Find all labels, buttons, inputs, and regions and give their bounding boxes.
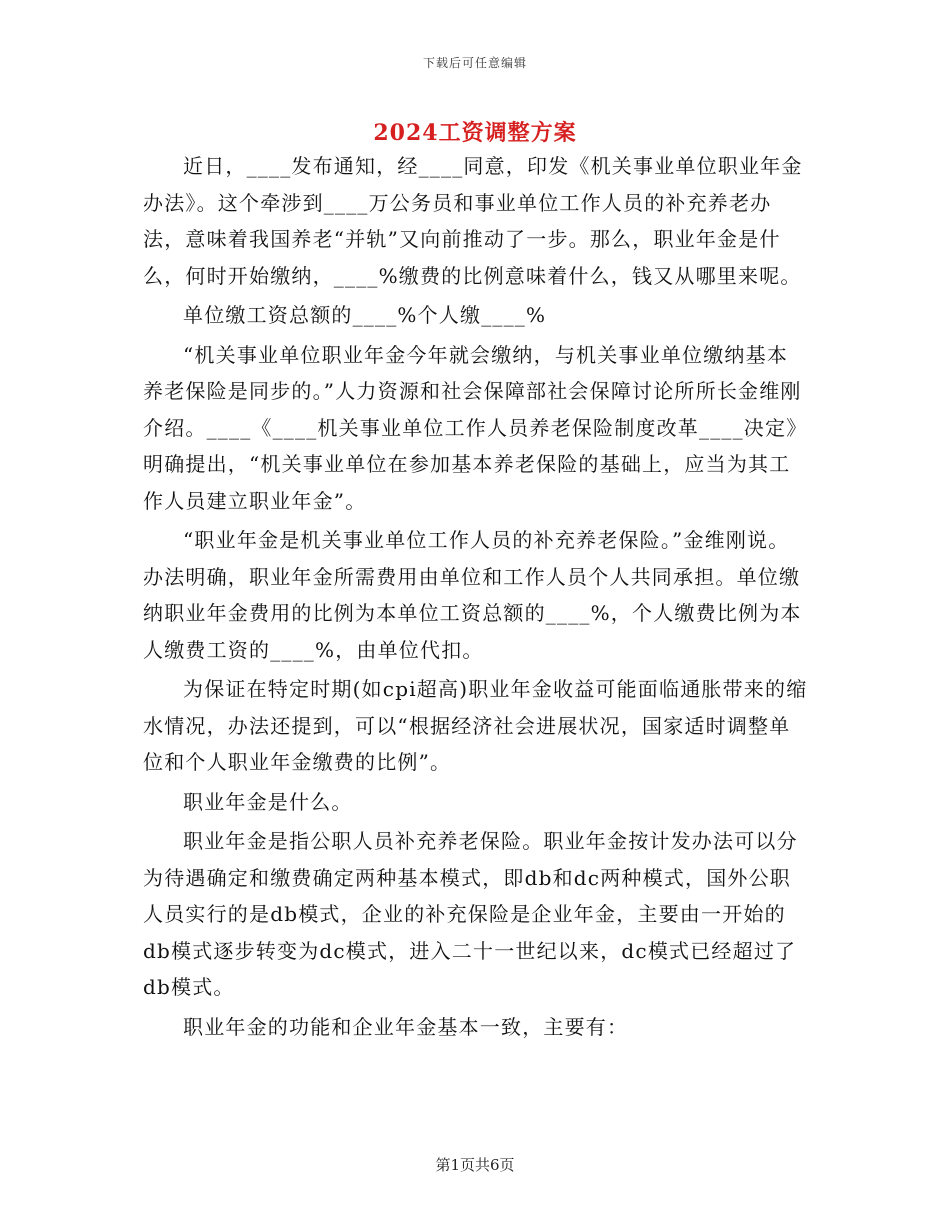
paragraph: “职业年金是机关事业单位工作人员的补充养老保险。”金维刚说。办法明确，职业年金所需费用由单位和工作人员个人共同承担。单位缴纳职业年金费用的比例为本单位工资总额的____%，个人缴费比例为本人缴费工资的____%，由单位代扣。 <box>143 528 802 662</box>
document-body <box>143 148 809 1045</box>
paragraph: 职业年金是什么。 <box>183 789 353 814</box>
page-number: 第1页共6页 <box>435 1156 515 1174</box>
paragraph: 职业年金是指公职人员补充养老保险。职业年金按计发办法可以分为待遇确定和缴费确定两种基本模式，即db和dc两种模式，国外公职人员实行的是db模式，企业的补充保险是企业年金，主要由一开始的db模式逐步转变为dc模式，进入二十一世纪以来，dc模式已经超过了db模式。 <box>143 829 798 999</box>
paragraph: 单位缴工资总额的____%个人缴____% <box>183 303 547 327</box>
paragraph: 为保证在特定时期(如cpi超高)职业年金收益可能面临通胀带来的缩水情况，办法还提到，可以“根据经济社会进展状况，国家适时调整单位和个人职业年金缴费的比例”。 <box>143 677 808 774</box>
document-title: 2024工资调整方案 <box>373 120 577 146</box>
paragraph: “机关事业单位职业年金今年就会缴纳，与机关事业单位缴纳基本养老保险是同步的。”人力资源和社会保障部社会保障讨论所所长金维刚介绍。____《____机关事业单位工作人员养老保险制度改革____决定》明确提出，“机关事业单位在参加基本养老保险的基础上，应当为其工作人员建立职业年金”。 <box>143 342 808 513</box>
paragraph: 职业年金的功能和企业年金基本一致，主要有： <box>183 1014 629 1039</box>
header-note: 下载后可任意编辑 <box>422 56 527 70</box>
paragraph: 近日，____发布通知，经____同意，印发《机关事业单位职业年金办法》。这个牵涉到____万公务员和事业单位工作人员的补充养老办法，意味着我国养老“并轨”又向前推动了一步。那么，职业年金是什么，何时开始缴纳，____%缴费的比例意味着什么，钱又从哪里来呢。 <box>143 154 803 288</box>
